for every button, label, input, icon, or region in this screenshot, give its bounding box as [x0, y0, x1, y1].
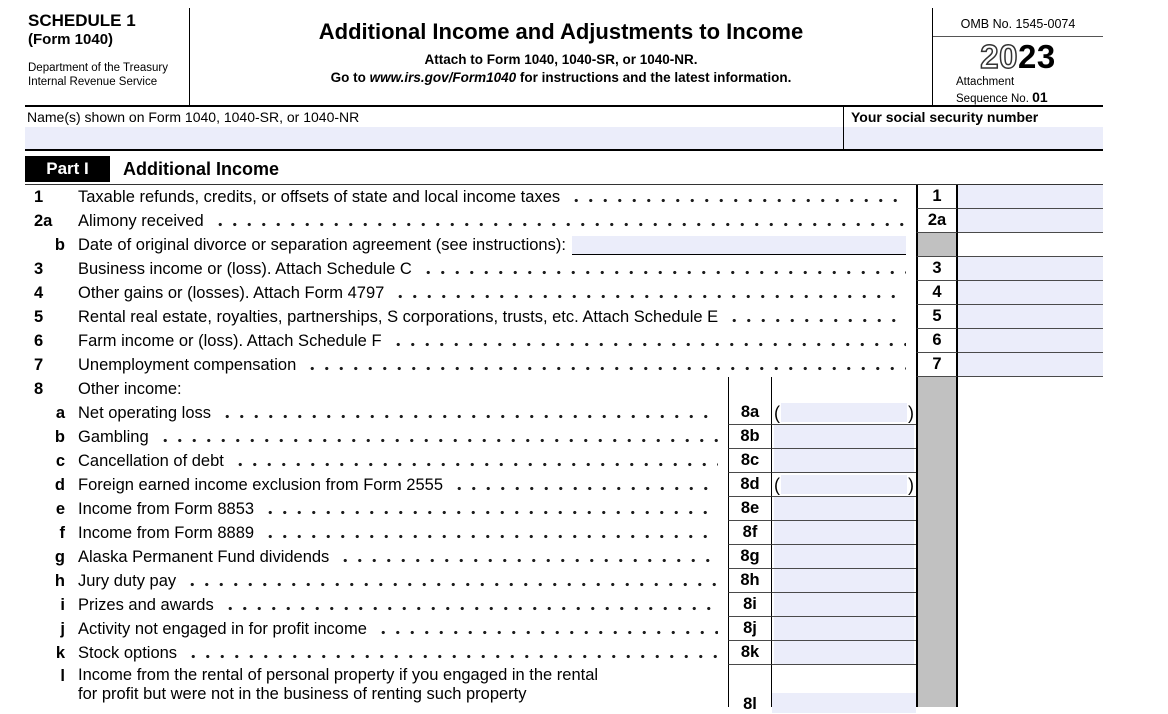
line-2a-label: Alimony received [78, 211, 204, 230]
line-2b-number: b [54, 235, 65, 254]
empty-cell [958, 641, 1103, 665]
form-row-5 [25, 305, 1103, 329]
form-row-8k [25, 641, 1103, 665]
line-8b-number: b [54, 427, 65, 446]
dotted-leader [725, 305, 906, 329]
part1-title: Additional Income [123, 159, 280, 179]
form-header [25, 8, 1103, 107]
line-8h-number: h [54, 571, 65, 590]
dotted-leader [231, 449, 718, 473]
attachment-sequence: Attachment Sequence No. 01 [956, 76, 1048, 106]
agency-line-2: Internal Revenue Service [28, 76, 158, 89]
form-row-8b [25, 425, 1103, 449]
line-8h-amount-input[interactable] [774, 569, 914, 592]
label-line-2: for profit but were not in the business of renting such property [78, 685, 527, 703]
omb-number: OMB No. 1545-0074 [933, 8, 1103, 37]
line-8e-amount-cell [772, 497, 916, 521]
form-row-6 [25, 329, 1103, 353]
line-8i-label: Prizes and awards [78, 595, 214, 614]
form-row-8i [25, 593, 1103, 617]
line-2b-box-shaded [916, 233, 958, 257]
part1-label: Part I [25, 156, 110, 182]
line-1-label: Taxable refunds, credits, or offsets of state and local income taxes [78, 187, 561, 206]
empty-cell [958, 377, 1103, 401]
form-id-block [25, 8, 190, 105]
schedule-number: SCHEDULE 1 [28, 11, 136, 30]
empty-cell [958, 473, 1103, 497]
line-8j-label: Activity not engaged in for profit income [78, 619, 367, 638]
dotted-leader [183, 569, 718, 593]
line-8j-number: j [60, 619, 65, 638]
line-8-label: Other income: [78, 379, 182, 398]
line-4-number: 4 [34, 283, 44, 302]
form-title: Additional Income and Adjustments to Income [318, 19, 804, 44]
dotted-leader [389, 329, 906, 353]
line-2a-amount-input[interactable] [958, 209, 1103, 233]
agency-block [28, 61, 183, 90]
line-8d-box: 8d [728, 473, 772, 497]
line-8b-amount-cell [772, 425, 916, 449]
line-8i-amount-cell [772, 593, 916, 617]
shaded-cell [916, 497, 958, 521]
line-8l-box [728, 665, 772, 713]
line-1-amount-input[interactable] [958, 185, 1103, 209]
dotted-leader [261, 497, 718, 521]
shaded-cell [916, 569, 958, 593]
line-8l-box-label: 8l [743, 695, 757, 713]
empty-cell [958, 401, 1103, 425]
dotted-leader [218, 401, 718, 425]
line-8e-box: 8e [728, 497, 772, 521]
line-8k-amount-input[interactable] [774, 641, 914, 664]
line-2a-number: 2a [34, 211, 53, 230]
parent-form: (Form 1040) [28, 30, 114, 48]
form-row-1 [25, 185, 1103, 209]
line-8a-amount-input[interactable] [781, 403, 907, 422]
line-8c-box: 8c [728, 449, 772, 473]
dotted-leader [221, 593, 718, 617]
omb-year-block [932, 8, 1103, 105]
shaded-cell [916, 473, 958, 497]
line-8k-box: 8k [728, 641, 772, 665]
line-8f-amount-input[interactable] [774, 521, 914, 544]
form-row-8g [25, 545, 1103, 569]
dotted-leader [211, 209, 906, 233]
line-8j-box: 8j [728, 617, 772, 641]
line-8a-number: a [55, 403, 65, 422]
inner-box-empty [728, 377, 772, 401]
shaded-cell [916, 401, 958, 425]
form-row-8e [25, 497, 1103, 521]
line-8a-amount-cell [772, 401, 916, 425]
empty-cell [958, 497, 1103, 521]
line-8-number: 8 [34, 379, 44, 398]
ssn-cell [844, 107, 1103, 149]
line-8h-box: 8h [728, 569, 772, 593]
line-8i-box: 8i [728, 593, 772, 617]
tax-year: 2023 [980, 38, 1056, 75]
agency-line-1: Department of the Treasury [28, 61, 168, 74]
dotted-leader [450, 473, 718, 497]
line-8d-number: d [54, 475, 65, 494]
line-8e-number: e [55, 499, 65, 518]
empty-cell [958, 425, 1103, 449]
empty-cell [958, 665, 1103, 707]
line-8c-amount-cell [772, 449, 916, 473]
line-5-label: Rental real estate, royalties, partnerships, S corporations, trusts, etc. Attach Schedule E [78, 307, 719, 326]
line-8l-label [78, 665, 598, 704]
shaded-cell [916, 377, 958, 401]
dotted-leader [567, 185, 906, 209]
dotted-leader [391, 281, 906, 305]
shaded-cell [916, 593, 958, 617]
shaded-cell [916, 665, 958, 707]
dotted-leader [374, 617, 718, 641]
line-1-box: 1 [916, 185, 958, 209]
line-8c-label: Cancellation of debt [78, 451, 224, 470]
line-5-amount-input[interactable] [958, 305, 1103, 329]
form-row-8a [25, 401, 1103, 425]
shaded-cell [916, 425, 958, 449]
form-title-block [190, 8, 932, 105]
line-4-box: 4 [916, 281, 958, 305]
form-row-8h [25, 569, 1103, 593]
line-2b-date-input[interactable] [572, 236, 906, 255]
sequence-number: 01 [1032, 89, 1048, 106]
line-8i-number: i [60, 595, 65, 614]
line-8g-box: 8g [728, 545, 772, 569]
line-8k-number: k [55, 643, 65, 662]
open-paren: ( [774, 474, 780, 495]
line-8d-label: Foreign earned income exclusion from Form 2555 [78, 475, 444, 494]
line-1-number: 1 [34, 187, 44, 206]
line-7-number: 7 [34, 355, 44, 374]
shaded-cell [916, 641, 958, 665]
close-paren: ) [908, 402, 914, 423]
line-6-box: 6 [916, 329, 958, 353]
dotted-leader [419, 257, 906, 281]
shaded-cell [916, 545, 958, 569]
shaded-cell [916, 617, 958, 641]
line-6-label: Farm income or (loss). Attach Schedule F [78, 331, 382, 350]
inner-cell-empty [772, 377, 916, 401]
line-7-amount-input[interactable] [958, 353, 1103, 377]
irs-url: www.irs.gov/Form1040 [369, 70, 517, 85]
form-row-8j [25, 617, 1103, 641]
line-3-label: Business income or (loss). Attach Schedule C [78, 259, 412, 278]
line-8d-amount-input[interactable] [781, 475, 907, 494]
line-2a-box: 2a [916, 209, 958, 233]
form-row-8c [25, 449, 1103, 473]
close-paren: ) [908, 474, 914, 495]
name-cell [25, 107, 844, 149]
form-row-8d [25, 473, 1103, 497]
dotted-leader [184, 641, 718, 665]
line-8b-label: Gambling [78, 427, 149, 446]
line-7-label: Unemployment compensation [78, 355, 297, 374]
empty-cell [958, 449, 1103, 473]
ssn-input[interactable] [844, 127, 1103, 149]
ssn-label: Your social security number [851, 109, 1039, 125]
empty-cell [958, 521, 1103, 545]
line-8l-amount-cell [772, 665, 916, 707]
dotted-leader [303, 353, 906, 377]
form-row-8f [25, 521, 1103, 545]
form-row-8 [25, 377, 1103, 401]
open-paren: ( [774, 402, 780, 423]
form-content [25, 8, 1103, 713]
name-label: Name(s) shown on Form 1040, 1040-SR, or 1040-NR [27, 109, 360, 125]
line-8f-label: Income from Form 8889 [78, 523, 255, 542]
line-8a-label: Net operating loss [78, 403, 211, 422]
label-line-1: Income from the rental of personal property if you engaged in the rental [78, 666, 599, 684]
form-row-2a [25, 209, 1103, 233]
line-8e-label: Income from Form 8853 [78, 499, 255, 518]
line-5-number: 5 [34, 307, 44, 326]
line-8k-amount-cell [772, 641, 916, 665]
line-8i-amount-input[interactable] [774, 593, 914, 616]
dotted-leader [261, 521, 718, 545]
line-3-number: 3 [34, 259, 44, 278]
line-8d-amount-cell [772, 473, 916, 497]
attach-instruction: Attach to Form 1040, 1040-SR, or 1040-NR. [424, 52, 698, 67]
line-8l-amount-input[interactable] [772, 693, 916, 713]
dotted-leader [156, 425, 718, 449]
line-8j-amount-cell [772, 617, 916, 641]
empty-cell [958, 569, 1103, 593]
line-8g-label: Alaska Permanent Fund dividends [78, 547, 330, 566]
line-8a-box: 8a [728, 401, 772, 425]
name-input[interactable] [25, 127, 843, 149]
line-7-box: 7 [916, 353, 958, 377]
empty-cell [958, 233, 1103, 257]
part1-rows [25, 185, 1103, 713]
line-8f-number: f [59, 523, 65, 542]
name-ssn-row [25, 107, 1103, 151]
line-5-box: 5 [916, 305, 958, 329]
line-8b-box: 8b [728, 425, 772, 449]
goto-instruction: Go to www.irs.gov/Form1040 for instructions and the latest information. [330, 70, 792, 85]
line-2b-label: Date of original divorce or separation agreement (see instructions): [78, 235, 566, 254]
line-4-label: Other gains or (losses). Attach Form 4797 [78, 283, 385, 302]
line-8l-number: l [60, 667, 65, 685]
line-6-number: 6 [34, 331, 44, 350]
form-row-7 [25, 353, 1103, 377]
form-row-2b [25, 233, 1103, 257]
line-8f-box: 8f [728, 521, 772, 545]
part1-header [25, 156, 1103, 185]
shaded-cell [916, 449, 958, 473]
form-row-4 [25, 281, 1103, 305]
line-8h-label: Jury duty pay [78, 571, 177, 590]
line-8h-amount-cell [772, 569, 916, 593]
form-row-8l [25, 665, 1103, 713]
line-8j-amount-input[interactable] [774, 617, 914, 640]
line-3-box: 3 [916, 257, 958, 281]
shaded-cell [916, 521, 958, 545]
dotted-leader [336, 545, 718, 569]
line-8g-amount-cell [772, 545, 916, 569]
empty-cell [958, 545, 1103, 569]
line-4-amount-input[interactable] [958, 281, 1103, 305]
line-8c-number: c [55, 451, 65, 470]
line-8b-amount-input[interactable] [774, 425, 914, 448]
line-6-amount-input[interactable] [958, 329, 1103, 353]
line-8f-amount-cell [772, 521, 916, 545]
empty-cell [958, 593, 1103, 617]
line-3-amount-input[interactable] [958, 257, 1103, 281]
empty-cell [958, 617, 1103, 641]
line-8g-amount-input[interactable] [774, 545, 914, 568]
line-8c-amount-input[interactable] [774, 449, 914, 472]
form-row-3 [25, 257, 1103, 281]
line-8e-amount-input[interactable] [774, 497, 914, 520]
line-8k-label: Stock options [78, 643, 178, 662]
line-8g-number: g [54, 547, 65, 566]
